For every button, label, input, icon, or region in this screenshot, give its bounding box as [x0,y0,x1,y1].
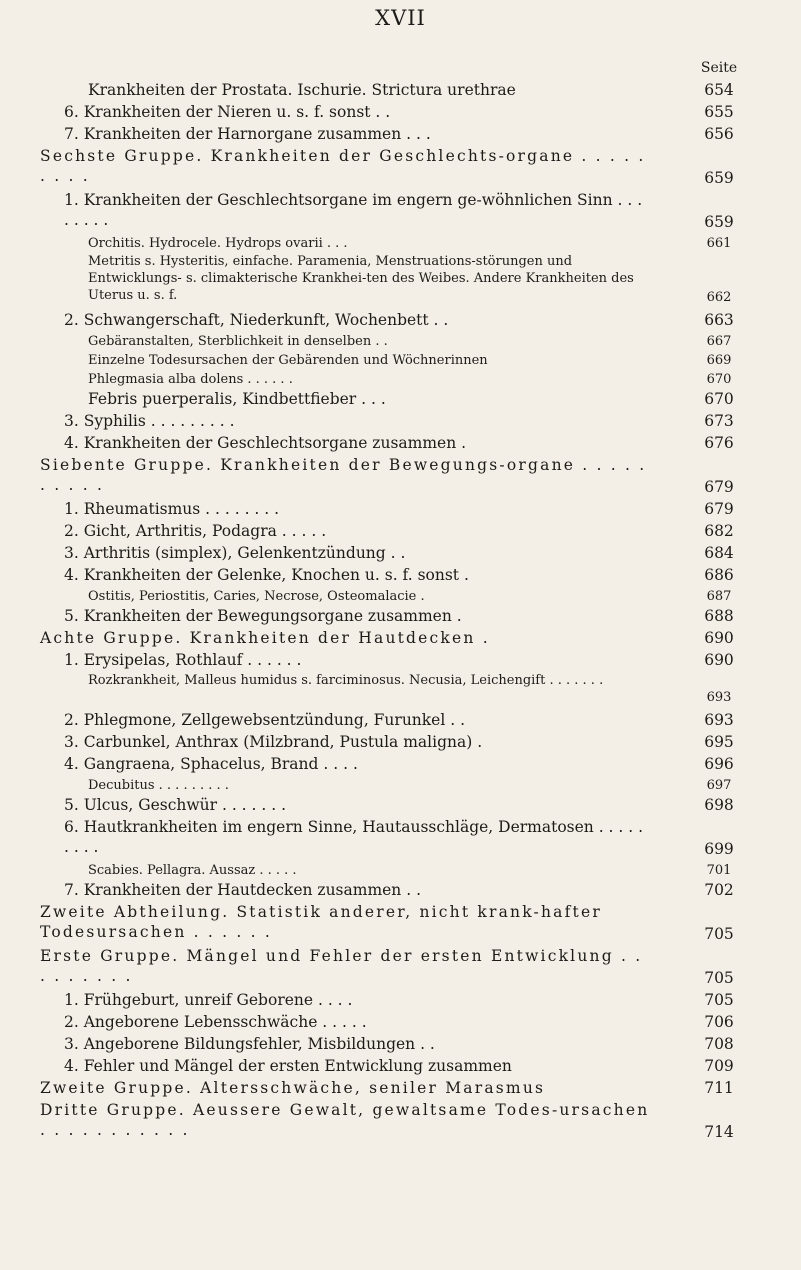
toc-entry-page: 669 [706,353,732,368]
toc-entry-title: 1. Rheumatismus . . . . . . . . [64,500,280,518]
toc-entry-title: Phlegmasia alba dolens . . . . . . [88,372,293,387]
toc-entry-page: 673 [704,412,734,430]
toc-entry-title: Einzelne Todesursachen der Gebärenden und Wöchnerinnen [88,353,488,368]
toc-entry [0,543,801,565]
toc-entry-title: Sechste Gruppe. Krankheiten der Geschlechts-organe . . . . . . . . . [40,147,646,185]
toc-entry-page: 709 [704,1057,734,1075]
toc-entry [0,190,801,234]
toc-entry [0,521,801,543]
toc-entry-page: 702 [704,881,734,899]
toc-entry [0,499,801,521]
toc-entry [0,710,801,732]
toc-entry-title: Zweite Abtheilung. Statistik anderer, nicht krank-hafter Todesursachen . . . . . . [40,903,602,941]
toc-entry [0,880,801,902]
toc-entry [0,253,801,310]
toc-entry [0,411,801,433]
toc-entry-page: 679 [704,500,734,518]
toc-entry-title: 5. Krankheiten der Bewegungsorgane zusammen . [64,607,462,625]
toc-entry [0,606,801,628]
toc-entry-page: 682 [704,522,734,540]
toc-entry [0,946,801,990]
toc-entry-title: Dritte Gruppe. Aeussere Gewalt, gewaltsame Todes-ursachen . . . . . . . . . . . [40,1101,650,1139]
toc-entry [0,628,801,650]
toc-entry-page: 693 [706,690,732,705]
toc-entry [0,565,801,587]
toc-entry-title: 3. Carbunkel, Anthrax (Milzbrand, Pustula maligna) . [64,733,483,751]
toc-entry-page: 659 [704,213,734,231]
toc-entry-page: 662 [706,290,732,305]
toc-entry-page: 706 [704,1013,734,1031]
toc-entry [0,80,801,102]
toc-entry [0,389,801,411]
toc-entry [0,433,801,455]
toc-entry-title: 4. Krankheiten der Geschlechtsorgane zusammen . [64,434,467,452]
toc-entry [0,234,801,253]
toc-entry-title: Achte Gruppe. Krankheiten der Hautdecken . [40,629,490,647]
toc-entry-title: 3. Arthritis (simplex), Gelenkentzündung . . [64,544,406,562]
toc-entry [0,672,801,710]
toc-entry-page: 708 [704,1035,734,1053]
toc-entry-title: 7. Krankheiten der Harnorgane zusammen . . . [64,125,431,143]
table-of-contents [0,80,801,1144]
toc-entry-title: 1. Erysipelas, Rothlauf . . . . . . [64,651,302,669]
toc-entry-page: 705 [704,969,734,987]
toc-entry-page: 656 [704,125,734,143]
toc-entry-title: Decubitus . . . . . . . . . [88,778,229,793]
toc-entry-title: Gebäranstalten, Sterblichkeit in denselben . . [88,334,388,349]
toc-entry-page: 705 [704,991,734,1009]
toc-entry-page: 679 [704,478,734,496]
toc-entry [0,310,801,332]
toc-entry-page: 697 [706,778,732,793]
toc-entry-title: Siebente Gruppe. Krankheiten der Bewegungs-organe . . . . . . . . . . [40,456,647,494]
toc-entry-title: Febris puerperalis, Kindbettfieber . . . [88,390,386,408]
toc-entry [0,1056,801,1078]
toc-entry [0,902,801,946]
toc-entry-page: 693 [704,711,734,729]
toc-entry-page: 654 [704,81,734,99]
toc-entry-page: 670 [704,390,734,408]
toc-entry-page: 699 [704,840,734,858]
toc-entry [0,124,801,146]
toc-entry-page: 696 [704,755,734,773]
toc-entry-page: 667 [706,334,732,349]
toc-entry-page: 684 [704,544,734,562]
toc-entry [0,1034,801,1056]
toc-entry-title: Ostitis, Periostitis, Caries, Necrose, Osteomalacie . [88,589,425,604]
toc-entry-page: 690 [704,651,734,669]
toc-entry-page: 659 [704,169,734,187]
toc-entry-title: 2. Angeborene Lebensschwäche . . . . . [64,1013,367,1031]
toc-entry-page: 687 [706,589,732,604]
toc-entry-title: Krankheiten der Prostata. Ischurie. Strictura urethrae [88,81,516,99]
toc-entry-title: Rozkrankheit, Malleus humidus s. farciminosus. Necusia, Leichengift . . . . . . . [88,673,604,688]
toc-entry-page: 714 [704,1123,734,1141]
toc-entry [0,1012,801,1034]
toc-entry-page: 676 [704,434,734,452]
toc-entry [0,102,801,124]
toc-entry-page: 695 [704,733,734,751]
toc-entry-title: 2. Gicht, Arthritis, Podagra . . . . . [64,522,327,540]
toc-entry [0,776,801,795]
toc-entry [0,650,801,672]
toc-entry-title: Metritis s. Hysteritis, einfache. Paramenia, Menstruations-störungen und Entwicklungs- s. climakterische Krankhei-ten des Weibes. Andere Krankheiten des Uterus u. s. f. [88,254,634,303]
toc-entry-page: 655 [704,103,734,121]
toc-entry-title: 4. Gangraena, Sphacelus, Brand . . . . [64,755,358,773]
toc-entry-page: 690 [704,629,734,647]
toc-entry-page: 711 [704,1079,734,1097]
toc-entry [0,795,801,817]
column-header-seite: Seite [700,60,738,76]
toc-entry-title: 7. Krankheiten der Hautdecken zusammen . . [64,881,421,899]
toc-entry-page: 688 [704,607,734,625]
toc-entry-title: Orchitis. Hydrocele. Hydrops ovarii . . . [88,236,348,251]
toc-entry-title: 4. Fehler und Mängel der ersten Entwicklung zusammen [64,1057,512,1075]
toc-entry [0,351,801,370]
toc-entry-title: 6. Krankheiten der Nieren u. s. f. sonst . . [64,103,391,121]
toc-entry [0,732,801,754]
toc-entry-page: 663 [704,311,734,329]
toc-entry-title: 4. Krankheiten der Gelenke, Knochen u. s. f. sonst . [64,566,469,584]
toc-entry-title: 1. Frühgeburt, unreif Geborene . . . . [64,991,353,1009]
toc-entry-page: 701 [706,863,732,878]
toc-entry [0,332,801,351]
page-number: XVII [375,6,426,30]
toc-entry-title: 6. Hautkrankheiten im engern Sinne, Hautausschläge, Dermatosen . . . . . . . . . [64,818,644,856]
toc-entry [0,754,801,776]
toc-entry [0,146,801,190]
toc-entry-page: 686 [704,566,734,584]
toc-entry-page: 698 [704,796,734,814]
toc-entry [0,370,801,389]
toc-entry-page: 661 [706,236,732,251]
toc-entry [0,861,801,880]
toc-entry [0,817,801,861]
toc-entry [0,1078,801,1100]
toc-entry [0,587,801,606]
toc-entry-title: 5. Ulcus, Geschwür . . . . . . . [64,796,287,814]
toc-entry-page: 705 [704,925,734,943]
toc-entry-title: Erste Gruppe. Mängel und Fehler der ersten Entwicklung . . . . . . . . . [40,947,643,985]
toc-entry [0,1100,801,1144]
toc-entry-title: 2. Phlegmone, Zellgewebsentzündung, Furunkel . . [64,711,466,729]
toc-entry-title: 3. Syphilis . . . . . . . . . [64,412,235,430]
toc-entry-title: Zweite Gruppe. Altersschwäche, seniler Marasmus [40,1079,546,1097]
toc-entry-title: Scabies. Pellagra. Aussaz . . . . . [88,863,297,878]
toc-entry-page: 670 [706,372,732,387]
toc-entry-title: 2. Schwangerschaft, Niederkunft, Wochenbett . . [64,311,449,329]
toc-entry-title: 3. Angeborene Bildungsfehler, Misbildungen . . [64,1035,435,1053]
toc-entry [0,990,801,1012]
toc-entry-title: 1. Krankheiten der Geschlechtsorgane im engern ge-wöhnlichen Sinn . . . . . . . . [64,191,643,229]
toc-entry [0,455,801,499]
